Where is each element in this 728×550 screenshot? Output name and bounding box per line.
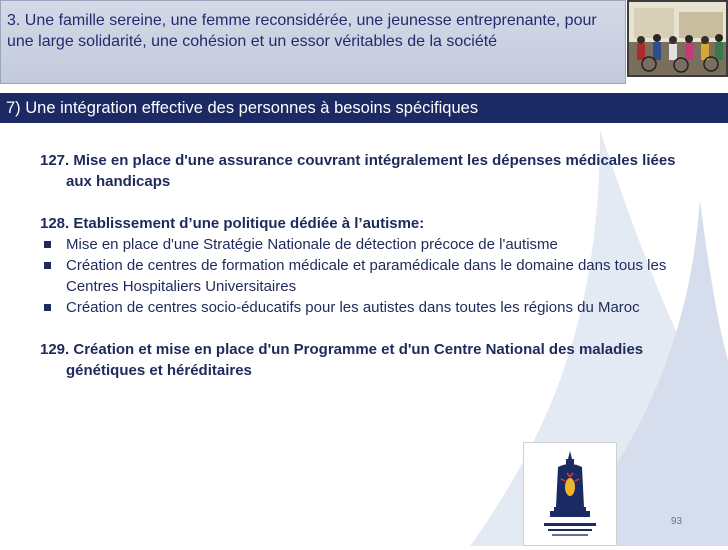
content-list — [40, 150, 690, 402]
bullet-list — [40, 234, 690, 318]
slide-header — [0, 0, 626, 84]
item-127 — [40, 150, 690, 192]
bullet-text: Création de centres de formation médicale et paramédicale dans le domaine dans tous les Centres Hospitaliers Universitaires — [66, 257, 667, 295]
bullet-text: Mise en place d'une Stratégie Nationale de détection précoce de l'autisme — [66, 236, 558, 253]
bullet-item — [40, 234, 690, 255]
bullet-item — [40, 255, 690, 297]
item-129 — [40, 339, 690, 381]
item-128 — [40, 213, 690, 318]
section-title: 7) Une intégration effective des personnes à besoins spécifiques — [6, 99, 479, 117]
bullet-item — [40, 297, 690, 318]
item-title: 128. Etablissement d’une politique dédiée à l’autisme: — [40, 215, 425, 232]
page-number: 93 — [671, 516, 683, 527]
header-title: 3. Une famille sereine, une femme reconsidérée, une jeunesse entreprenante, pour une large solidarité, une cohésion et un essor véritables de la société — [7, 12, 597, 50]
square-bullet-icon — [44, 262, 51, 269]
header-photo — [627, 0, 728, 77]
square-bullet-icon — [44, 241, 51, 248]
bullet-text: Création de centres socio-éducatifs pour les autistes dans toutes les régions du Maroc — [66, 299, 640, 316]
square-bullet-icon — [44, 304, 51, 311]
lamp-logo-icon — [523, 442, 617, 546]
item-title: 127. Mise en place d'une assurance couvrant intégralement les dépenses médicales liées aux handicaps — [40, 152, 676, 190]
section-bar — [0, 91, 728, 123]
photo-image — [629, 2, 726, 75]
item-title: 129. Création et mise en place d'un Programme et d'un Centre National des maladies génétiques et héréditaires — [40, 341, 644, 379]
